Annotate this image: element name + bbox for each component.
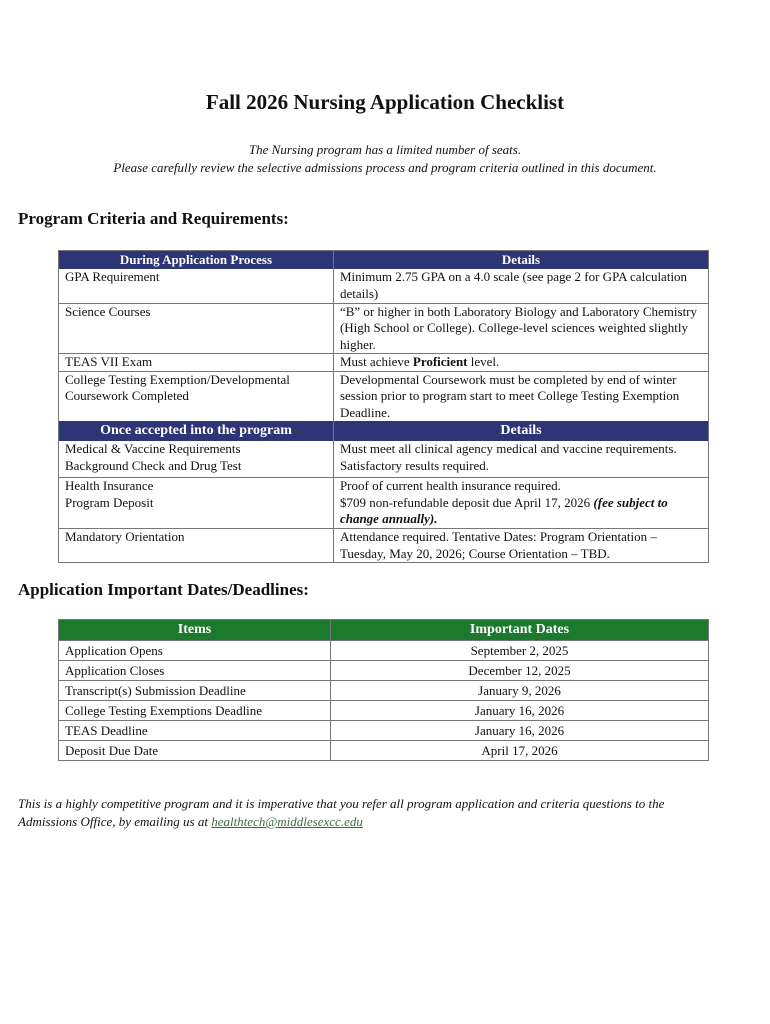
table-row <box>59 441 709 458</box>
deposit-details-note: (fee subject to change annually). <box>339 494 668 526</box>
date-value: September 2, 2025 <box>331 641 709 661</box>
date-value: January 9, 2026 <box>331 681 709 701</box>
dates-heading: Application Important Dates/Deadlines: <box>18 580 309 599</box>
table-row <box>59 371 709 421</box>
during-details-header: Details <box>333 251 708 270</box>
date-value: April 17, 2026 <box>331 741 709 761</box>
teas-details-prefix: Must achieve <box>339 354 413 369</box>
medical-details: Must meet all clinical agency medical and vaccine requirements. <box>333 441 708 458</box>
table-row <box>59 701 709 721</box>
date-value: January 16, 2026 <box>331 721 709 741</box>
insurance-details: Proof of current health insurance required. <box>333 478 708 495</box>
table-row <box>59 269 709 303</box>
important-dates-header: Important Dates <box>331 620 709 641</box>
footer-note <box>18 795 718 831</box>
table-row <box>59 741 709 761</box>
email-link[interactable]: healthtech@middlesexcc.edu <box>211 814 363 829</box>
during-header-row <box>59 251 709 270</box>
date-value: December 12, 2025 <box>331 661 709 681</box>
table-row <box>59 354 709 372</box>
table-row <box>59 721 709 741</box>
date-item: Transcript(s) Submission Deadline <box>59 681 331 701</box>
date-item: Application Opens <box>59 641 331 661</box>
science-item: Science Courses <box>59 303 334 354</box>
background-item: Background Check and Drug Test <box>59 458 334 478</box>
orientation-details: Attendance required. Tentative Dates: Program Orientation – Tuesday, May 20, 2026; Course Orientation – TBD. <box>333 529 708 563</box>
accepted-header-row <box>59 421 709 441</box>
gpa-item: GPA Requirement <box>59 269 334 303</box>
during-header: During Application Process <box>59 251 334 270</box>
footer-text: This is a highly competitive program and it is imperative that you refer all program application and criteria questions to the Admissions Office, by emailing us at <box>18 796 665 829</box>
orientation-item: Mandatory Orientation <box>59 529 334 563</box>
date-value: January 16, 2026 <box>331 701 709 721</box>
insurance-item: Health Insurance <box>59 478 334 495</box>
teas-details <box>333 354 708 372</box>
table-row <box>59 681 709 701</box>
accepted-header: Once accepted into the program <box>59 421 334 441</box>
deposit-details <box>333 495 708 529</box>
table-row <box>59 458 709 478</box>
intro <box>0 141 770 177</box>
science-details: “B” or higher in both Laboratory Biology and Laboratory Chemistry (High School or College). College-level sciences weighted slightly higher. <box>333 303 708 354</box>
exemption-details: Developmental Coursework must be completed by end of winter session prior to program start to meet College Testing Exemption Deadline. <box>333 371 708 421</box>
table-row <box>59 641 709 661</box>
table-row <box>59 495 709 529</box>
exemption-item: College Testing Exemption/Developmental Coursework Completed <box>59 371 334 421</box>
deposit-item: Program Deposit <box>59 495 334 529</box>
teas-details-suffix: level. <box>467 354 500 369</box>
criteria-heading: Program Criteria and Requirements: <box>18 209 289 228</box>
table-row <box>59 303 709 354</box>
date-item: Application Closes <box>59 661 331 681</box>
intro-line-1: The Nursing program has a limited number of seats. <box>248 142 522 157</box>
medical-item: Medical & Vaccine Requirements <box>59 441 334 458</box>
table-row <box>59 529 709 563</box>
date-item: TEAS Deadline <box>59 721 331 741</box>
teas-details-bold: Proficient <box>412 354 468 369</box>
criteria-table <box>58 250 709 563</box>
table-row <box>59 478 709 495</box>
dates-header-row <box>59 620 709 641</box>
page-title: Fall 2026 Nursing Application Checklist <box>205 90 565 114</box>
teas-item: TEAS VII Exam <box>59 354 334 372</box>
date-item: College Testing Exemptions Deadline <box>59 701 331 721</box>
deposit-details-prefix: $709 non-refundable deposit due April 17, 2026 <box>339 494 594 510</box>
intro-line-2: Please carefully review the selective admissions process and program criteria outlined in this document. <box>113 160 657 175</box>
background-details: Satisfactory results required. <box>333 458 708 478</box>
dates-table <box>58 619 709 761</box>
items-header: Items <box>59 620 331 641</box>
date-item: Deposit Due Date <box>59 741 331 761</box>
table-row <box>59 661 709 681</box>
gpa-details: Minimum 2.75 GPA on a 4.0 scale (see page 2 for GPA calculation details) <box>333 269 708 303</box>
accepted-details-header: Details <box>333 421 708 441</box>
